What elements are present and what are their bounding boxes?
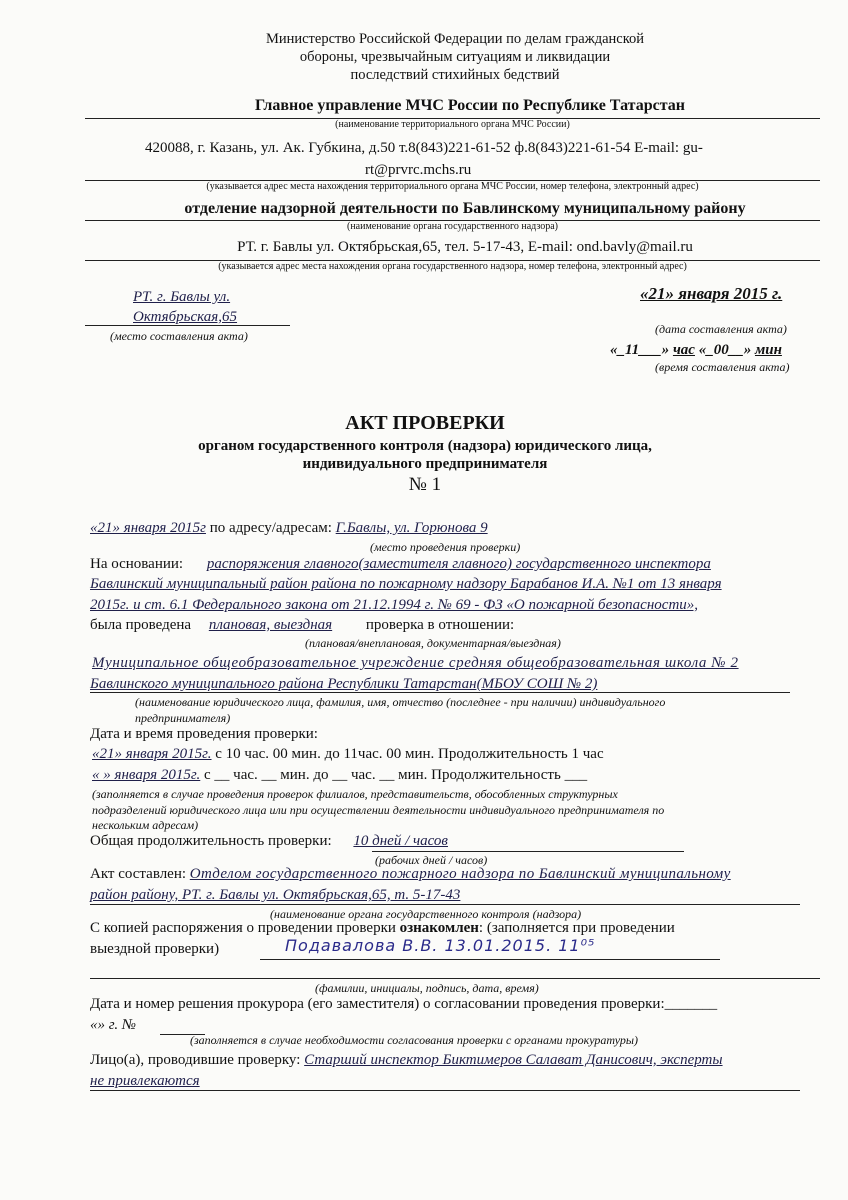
act-title: АКТ ПРОВЕРКИ bbox=[345, 412, 505, 434]
ministry-block bbox=[230, 30, 680, 84]
act-time bbox=[610, 342, 782, 359]
prosecutor-date: «» г. № bbox=[90, 1017, 137, 1033]
dept-caption: (наименование органа государственного надзора) bbox=[346, 221, 559, 232]
datetime-caption: нескольким адресам) bbox=[92, 818, 199, 832]
address-label: по адресу/адресам: bbox=[209, 520, 332, 536]
copy-line2: выездной проверки) bbox=[90, 941, 220, 957]
copy-caption: (фамилии, инициалы, подпись, дата, время) bbox=[315, 981, 539, 995]
copy-row bbox=[90, 920, 675, 937]
dept-address-caption: (указывается адрес места нахождения органа государственного надзора, номер телефона, электронный адрес) bbox=[218, 261, 687, 272]
gu-address-cont: rt@prvrc.mchs.ru bbox=[365, 162, 472, 178]
persons-value: Старший инспектор Биктимеров Салават Данисович, эксперты bbox=[304, 1052, 723, 1068]
divider bbox=[260, 959, 720, 960]
copy-signature: Подавалова В.В. 13.01.2015. 11⁰⁵ bbox=[285, 936, 596, 955]
total-caption: (рабочих дней / часов) bbox=[375, 853, 488, 867]
made-row bbox=[90, 866, 820, 883]
act-date: «21» января 2015 г. bbox=[640, 284, 783, 303]
total-label: Общая продолжительность проверки: bbox=[90, 833, 332, 849]
time-hour-word: час bbox=[672, 342, 695, 358]
held-value: плановая, выездная bbox=[208, 617, 333, 633]
held-caption: (плановая/внеплановая, документарная/выездная) bbox=[305, 636, 561, 650]
time-caption: (время составления акта) bbox=[655, 360, 790, 374]
gu-address-caption: (указывается адрес места нахождения территориального органа МЧС России, номер телефона, электронный адрес) bbox=[206, 181, 699, 192]
made-value: Отделом государственного пожарного надзора по Бавлинский муниципальному bbox=[189, 866, 731, 882]
place-caption: (место составления акта) bbox=[110, 329, 248, 343]
basis-row bbox=[90, 556, 820, 573]
datetime-rest: с __ час. __ мин. до __ час. __ мин. Продолжительность ___ bbox=[204, 767, 588, 783]
org-caption: (наименование юридического лица, фамилия, имя, отчество (последнее - при наличии) индивидуального bbox=[135, 695, 666, 709]
address-row bbox=[90, 520, 488, 537]
time-min: «_00__» bbox=[698, 342, 752, 358]
place-line: РТ. г. Бавлы ул. bbox=[133, 289, 231, 305]
gu-name: Главное управление МЧС России по Республике Татарстан bbox=[255, 97, 685, 114]
address-value: Г.Бавлы, ул. Горюнова 9 bbox=[335, 520, 488, 536]
divider bbox=[372, 851, 684, 852]
datetime-rest: с 10 час. 00 мин. до 11час. 00 мин. Продолжительность 1 час bbox=[215, 746, 604, 762]
copy-text: : (заполняется при проведении bbox=[478, 920, 675, 936]
ministry-line: Министерство Российской Федерации по делам гражданской bbox=[265, 31, 645, 47]
copy-bold: ознакомлен bbox=[399, 920, 479, 936]
datetime-caption: (заполняется в случае проведения проверок филиалов, представительств, обособленных структурных bbox=[92, 787, 618, 801]
dept-address: РТ. г. Бавлы ул. Октябрьская,65, тел. 5-17-43, E-mail: ond.bavly@mail.ru bbox=[237, 239, 693, 255]
org-caption: предпринимателя) bbox=[135, 711, 231, 725]
divider bbox=[90, 978, 820, 979]
datetime-date: « » января 2015г. bbox=[92, 767, 201, 783]
total-value: 10 дней / часов bbox=[353, 833, 448, 849]
persons-value: не привлекаются bbox=[90, 1073, 200, 1089]
datetime-date: «21» января 2015г. bbox=[92, 746, 212, 762]
gu-address: 420088, г. Казань, ул. Ак. Губкина, д.50 т.8(843)221-61-52 ф.8(843)221-61-54 E-mail: gu- bbox=[145, 140, 703, 156]
address-date: «21» января 2015г bbox=[90, 520, 206, 536]
held-label: была проведена bbox=[90, 617, 192, 633]
ministry-line: последствий стихийных бедствий bbox=[350, 67, 560, 83]
divider bbox=[90, 692, 790, 693]
datetime-label: Дата и время проведения проверки: bbox=[90, 726, 318, 742]
act-number: № 1 bbox=[408, 474, 442, 495]
divider bbox=[90, 904, 800, 905]
persons-label: Лицо(а), проводившие проверку: bbox=[90, 1052, 301, 1068]
basis-value: Бавлинский муниципальный район района по пожарному надзору Барабанов И.А. №1 от 13 января bbox=[90, 576, 722, 592]
time-min-word: мин bbox=[754, 342, 782, 358]
copy-text: С копией распоряжения о проведении проверки bbox=[90, 920, 396, 936]
ministry-line: обороны, чрезвычайным ситуациям и ликвидации bbox=[299, 49, 611, 65]
persons-row bbox=[90, 1052, 723, 1069]
time-hour: «_11___» bbox=[610, 342, 670, 358]
basis-label: На основании: bbox=[90, 556, 184, 572]
act-subtitle: органом государственного контроля (надзора) юридического лица, bbox=[198, 438, 652, 454]
total-row bbox=[90, 833, 448, 850]
gu-caption: (наименование территориального органа МЧС России) bbox=[335, 119, 570, 130]
dept-name: отделение надзорной деятельности по Бавлинскому муниципальному району bbox=[184, 200, 746, 217]
place-line: Октябрьская,65 bbox=[133, 309, 238, 325]
datetime-row bbox=[92, 746, 604, 763]
divider bbox=[90, 1090, 800, 1091]
made-caption: (наименование органа государственного контроля (надзора) bbox=[270, 907, 582, 921]
act-subtitle: индивидуального предпринимателя bbox=[302, 456, 548, 472]
datetime-caption: подразделений юридического лица или при осуществлении деятельности индивидуального предпринимателя по bbox=[92, 803, 665, 817]
basis-value: 2015г. и ст. 6.1 Федерального закона от 21.12.1994 г. № 69 - ФЗ «О пожарной безопасности», bbox=[90, 597, 699, 613]
held-row bbox=[90, 617, 514, 634]
org-name: Муниципальное общеобразовательное учреждение средняя общеобразовательная школа № 2 bbox=[92, 655, 739, 671]
datetime-row bbox=[92, 767, 587, 784]
made-label: Акт составлен: bbox=[90, 866, 187, 882]
date-caption: (дата составления акта) bbox=[655, 322, 787, 336]
address-caption: (место проведения проверки) bbox=[370, 540, 521, 554]
prosecutor-line: Дата и номер решения прокурора (его заместителя) о согласовании проведения проверки:_______ bbox=[90, 996, 718, 1012]
held-suffix: проверка в отношении: bbox=[365, 617, 515, 633]
org-name: Бавлинского муниципального района Республики Татарстан(МБОУ СОШ № 2) bbox=[90, 676, 598, 692]
divider bbox=[85, 325, 290, 326]
basis-value: распоряжения главного(заместителя главного) государственного инспектора bbox=[206, 556, 711, 572]
made-value: район району, РТ. г. Бавлы ул. Октябрьская,65, т. 5-17-43 bbox=[90, 887, 461, 903]
prosecutor-caption: (заполняется в случае необходимости согласования проверки с органами прокуратуры) bbox=[190, 1033, 639, 1047]
